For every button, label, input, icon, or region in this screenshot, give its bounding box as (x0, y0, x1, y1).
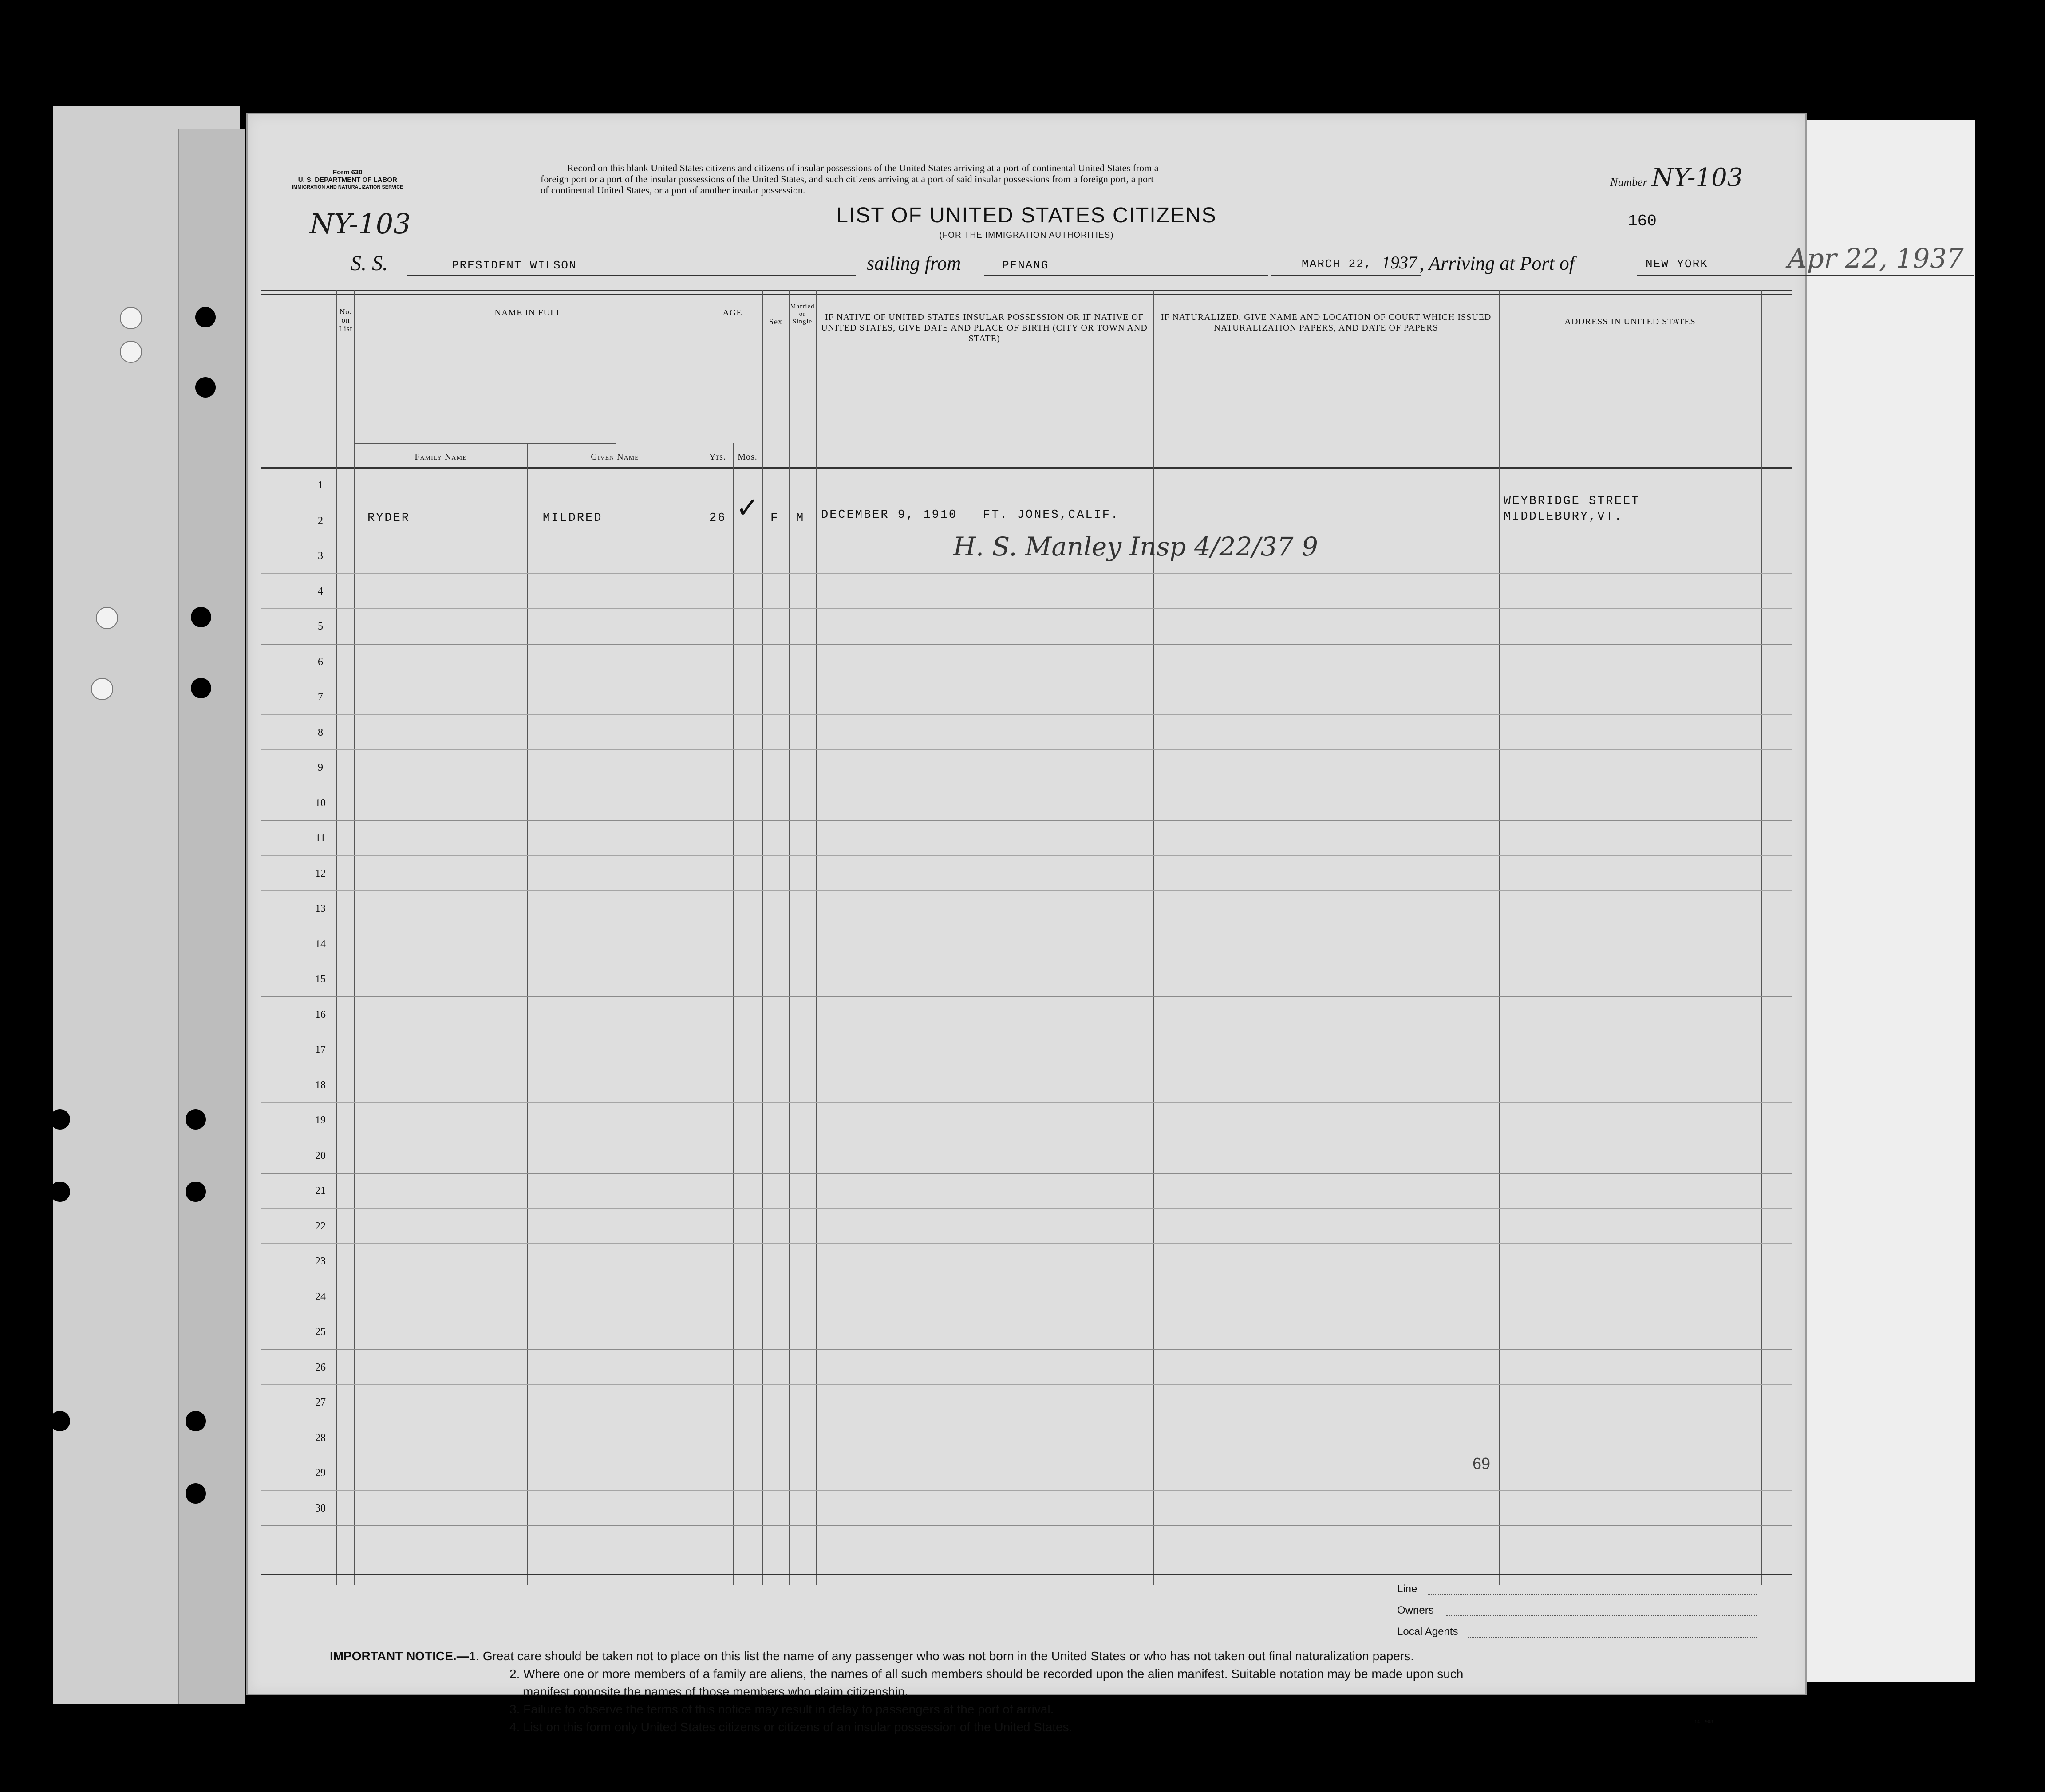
binder-hole (186, 1182, 206, 1202)
ss-label: S. S. (351, 252, 388, 275)
binder-hole (195, 307, 216, 327)
notice-item-4: 4. List on this form only United States citizens or citizens of an insular possession of the United States. (509, 1720, 1073, 1734)
form-number: Form 630 (332, 169, 363, 176)
entry-address-line-2: MIDDLEBURY,VT. (1504, 510, 1623, 524)
sailing-date-day: MARCH 22, (1302, 257, 1372, 271)
row-number: 28 (315, 1432, 326, 1444)
print-code: 14—908 (1694, 1718, 1713, 1725)
row-rule (261, 1173, 1792, 1174)
instruction-line-2: foreign port or a port of the insular possessions of the United States, and such citizens arriving at a port of said insular possessions from a foreign port, a port (541, 173, 1154, 185)
line-label: Line (1397, 1583, 1417, 1595)
row-number: 21 (315, 1185, 326, 1197)
row-number: 18 (315, 1079, 326, 1091)
binder-hole (186, 1483, 206, 1504)
list-mark: NY-103 (310, 208, 411, 240)
row-rule (261, 608, 1792, 609)
row-number: 27 (315, 1397, 326, 1408)
row-number: 15 (315, 973, 326, 985)
page-title: LIST OF UNITED STATES CITIZENS (836, 204, 1217, 227)
binder-hole (186, 1109, 206, 1130)
row-number: 10 (315, 797, 326, 809)
column-rule (733, 443, 734, 1585)
page-subtitle: (FOR THE IMMIGRATION AUTHORITIES) (939, 231, 1114, 240)
row-rule (261, 573, 1792, 574)
sailing-year: 1937 (1382, 252, 1417, 272)
row-rule (261, 1102, 1792, 1103)
entry-age-months-check: ✓ (736, 492, 761, 524)
binder-hole (191, 678, 211, 698)
binder-hole (50, 1109, 70, 1130)
binder-hole (120, 341, 142, 363)
owners-dots (1446, 1615, 1757, 1616)
row-number: 7 (318, 691, 323, 703)
right-page-edge (1797, 120, 1975, 1682)
row-number: 23 (315, 1256, 326, 1267)
row-rule (261, 1349, 1792, 1350)
row-rule (261, 714, 1792, 715)
service-name: IMMIGRATION AND NATURALIZATION SERVICE (292, 185, 403, 190)
form-instructions (541, 162, 1792, 196)
arrival-date-stamp: Apr 22, 1937 (1788, 243, 1964, 274)
arriving-label: , Arriving at Port of (1419, 252, 1575, 274)
header-sex: Sex (769, 317, 782, 326)
header-given-name: Given Name (591, 452, 639, 462)
header-bottom-rule (261, 467, 1792, 469)
column-rule (1761, 290, 1762, 1585)
binder-hole (120, 307, 142, 329)
port-from: PENANG (1002, 259, 1049, 272)
row-rule (261, 749, 1792, 750)
department-name: U. S. DEPARTMENT OF LABOR (298, 176, 397, 184)
row-number: 26 (315, 1361, 326, 1373)
entry-birth: DECEMBER 9, 1910 FT. JONES,CALIF. (821, 508, 1120, 522)
row-number: 17 (315, 1044, 326, 1056)
ship-name: PRESIDENT WILSON (452, 259, 577, 272)
row-rule (261, 1490, 1792, 1491)
column-rule (1153, 290, 1154, 1585)
notice-item-1: 1. Great care should be taken not to place on this list the name of any passenger who was not born in the United States or who has not taken out final naturalization papers. (469, 1649, 1414, 1663)
number-label: Number (1610, 176, 1647, 189)
table-top-rule (261, 290, 1792, 291)
header-age: AGE (722, 308, 742, 318)
margin-mark: 69 (1473, 1454, 1491, 1473)
row-number: 2 (318, 515, 323, 527)
header-married: Married or Single (790, 303, 815, 325)
row-number: 20 (315, 1150, 326, 1162)
column-rule (816, 290, 817, 1585)
notice-item-2b: manifest opposite the names of those members who claim citizenship. (523, 1685, 908, 1698)
row-number: 16 (315, 1008, 326, 1020)
entry-age-years: 26 (709, 512, 726, 525)
binder-hole (195, 377, 216, 398)
row-number: 13 (315, 903, 326, 914)
form-identifier (292, 169, 403, 191)
row-number: 14 (315, 938, 326, 950)
entry-address-line-1: WEYBRIDGE STREET (1504, 495, 1640, 508)
notice-heading: IMPORTANT NOTICE.— (330, 1649, 469, 1663)
row-rule (261, 855, 1792, 856)
owners-label: Owners (1397, 1604, 1434, 1616)
sailing-date (1078, 257, 1372, 271)
row-number: 11 (315, 832, 326, 844)
number-value: NY-103 (1651, 163, 1743, 192)
entry-married: M (796, 512, 805, 525)
row-number: 30 (315, 1502, 326, 1514)
row-number: 5 (318, 621, 323, 632)
row-number: 25 (315, 1326, 326, 1338)
header-address: ADDRESS IN UNITED STATES (1564, 317, 1696, 327)
column-rule (762, 290, 763, 1585)
row-number: 9 (318, 762, 323, 773)
notice-item-3: 3. Failure to observe the terms of this notice may result in delay to passengers at the port of arrival. (509, 1702, 1054, 1716)
date-underline (1271, 275, 1421, 276)
manifest-page (246, 113, 1964, 1734)
instruction-line-1: Record on this blank United States citizens and citizens of insular possessions of the United States arriving at a port of continental United States from a (567, 162, 1159, 173)
header-mos: Mos. (738, 452, 758, 462)
column-rule (1499, 290, 1500, 1585)
row-number: 6 (318, 656, 323, 668)
row-rule (261, 1243, 1792, 1244)
ship-underline (407, 275, 856, 276)
arrival-underline (1637, 275, 1974, 276)
sailing-label: sailing from (867, 252, 961, 274)
passenger-table (261, 290, 1805, 1590)
name-subheader-rule (354, 443, 616, 444)
line-dots (1428, 1594, 1757, 1595)
row-number: 3 (318, 550, 323, 562)
row-number: 22 (315, 1220, 326, 1232)
important-notice (330, 1647, 1414, 1665)
entry-given-name: MILDRED (543, 512, 603, 525)
binder-hole (96, 607, 118, 629)
table-top-rule (261, 294, 1792, 295)
notice-item-2a: 2. Where one or more members of a family are aliens, the names of all such members should be recorded upon the alien manifest. Suitable notation may be made upon such (509, 1667, 1464, 1681)
column-rule (354, 290, 355, 1585)
row-rule (261, 1525, 1792, 1526)
inspector-signature: H. S. Manley Insp 4/22/37 9 (953, 532, 1318, 562)
row-rule (261, 820, 1792, 821)
column-rule (336, 290, 337, 1585)
binder-hole (91, 678, 113, 700)
port-arrival: NEW YORK (1646, 257, 1708, 271)
row-number: 12 (315, 867, 326, 879)
row-number: 29 (315, 1467, 326, 1479)
row-number: 4 (318, 585, 323, 597)
row-number: 24 (315, 1291, 326, 1303)
header-no: No. on List (339, 307, 353, 333)
row-rule (261, 1208, 1792, 1209)
header-naturalized: IF NATURALIZED, GIVE NAME AND LOCATION OF COURT WHICH ISSUED NATURALIZATION PAPERS, AND DATE OF PAPERS (1161, 312, 1492, 333)
binder-strip (178, 129, 245, 1704)
agents-label: Local Agents (1397, 1626, 1458, 1638)
row-number: 8 (318, 726, 323, 738)
header-family-name: Family Name (415, 452, 467, 462)
entry-family-name: RYDER (367, 512, 411, 525)
instruction-line-3: of continental United States, or a port of another insular possession. (541, 185, 805, 196)
row-number: 1 (318, 480, 323, 491)
binder-hole (186, 1411, 206, 1431)
agents-dots (1468, 1637, 1757, 1638)
row-rule (261, 890, 1792, 891)
column-rule (527, 443, 528, 1585)
page-number: 160 (1628, 212, 1657, 230)
number-field (1610, 163, 1743, 192)
binder-hole (50, 1411, 70, 1431)
header-yrs: Yrs. (709, 452, 726, 462)
row-rule (261, 1384, 1792, 1385)
binder-hole (50, 1182, 70, 1202)
port-from-underline (984, 275, 1268, 276)
header-name-in-full: NAME IN FULL (494, 308, 562, 318)
footer-rule (261, 1574, 1792, 1575)
entry-sex: F (770, 512, 779, 525)
column-rule (789, 290, 790, 1585)
row-rule (261, 644, 1792, 645)
row-number: 19 (315, 1115, 326, 1126)
header-birth: IF NATIVE OF UNITED STATES INSULAR POSSESSION OR IF NATIVE OF UNITED STATES, GIVE DATE AND PLACE OF BIRTH (CITY OR TOWN AND STATE) (821, 312, 1148, 343)
binder-hole (191, 607, 211, 627)
row-rule (261, 996, 1792, 997)
